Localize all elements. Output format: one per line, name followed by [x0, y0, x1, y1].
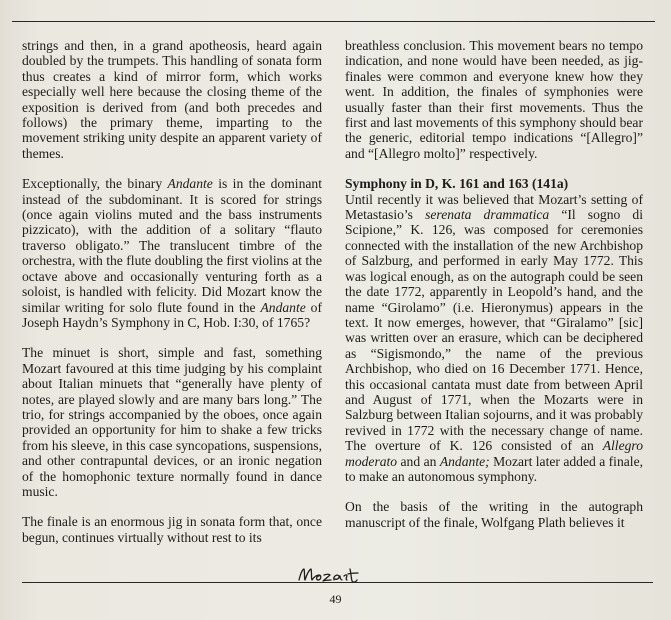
italic-title: serenata drammatica [425, 207, 550, 223]
italic-title: Andante [167, 176, 213, 192]
paragraph-text: On the basis of the writing in the autograph manuscript of the finale, Wolfgang Plath believes it [345, 499, 643, 530]
paragraph-text: of Joseph Haydn’s Symphony in C, Hob. I:30, of 1765? [22, 299, 322, 330]
paragraph-text: The minuet is short, simple and fast, something Mozart favoured at this time judging by his complaint about Italian minuets that “generally have plenty of notes, are played slowly and are many bars long.” The trio, for strings accompanied by the oboes, once again provided an opportunity for him to shake a few tricks from his sleeve, in this case syncopations, suspensions, and other contrapuntal devices, or an ironic negation of the homophonic texture normally found in dance music. [22, 345, 322, 499]
right-column [345, 38, 643, 545]
right-paragraph-1 [345, 38, 643, 161]
left-paragraph-1 [22, 38, 322, 161]
left-paragraph-2 [22, 176, 322, 330]
right-paragraph-2 [345, 192, 643, 485]
left-paragraph-4 [22, 514, 322, 545]
paragraph-text: strings and then, in a grand apotheosis, heard again doubled by the trumpets. This handling of sonata form thus creates a kind of mirror form, which works especially well here because the closing theme of the exposition is derived from (and both precedes and follows) the primary theme, imparting to the movement striking unity despite an apparent variety of themes. [22, 38, 322, 161]
paragraph-text: and an [397, 453, 440, 469]
paragraph-text: Exceptionally, the binary [22, 176, 168, 192]
paragraph-text: Mozart later added a finale, to make an autonomous symphony. [345, 453, 643, 484]
italic-title: Andante [260, 299, 306, 315]
section-heading: Symphony in D, K. 161 and 163 (141a) [345, 176, 569, 192]
italic-title: Allegro moderato [345, 438, 643, 469]
paragraph-text: “Il sogno di Scipione,” K. 126, was composed for ceremonies connected with the installation of the new Archbishop of Salzburg, and performed in early May 1772. This was logical enough, as on the autograph could be seen the date 1772, apparently in Leopold’s hand, and the name “Girolamo” (i.e. Hieronymus) appears in the text. It now emerges, however, that “Giralamo” [sic] was written over an erasure, which can be deciphered as “Sigismondo,” the name of the previous Archbishop, who died on 16 December 1771. Hence, this occasional cantata must date from between April and August of 1771, when the Mozarts were in Salzburg between Italian sojourns, and it was probably revived in 1772 with the necessary change of name. The overture of K. 126 consisted of an [345, 207, 643, 454]
paragraph-text: Until recently it was believed that Mozart’s setting of Metastasio’s [345, 191, 643, 223]
paragraph-text: The finale is an enormous jig in sonata form that, once begun, continues virtually without rest to its [22, 514, 322, 545]
page-number: 49 [329, 592, 342, 606]
top-rule [12, 21, 655, 22]
paragraph-text: breathless conclusion. This movement bears no tempo indication, and none would have been needed, as jig-finales were common and everyone knew how they went. In addition, the finales of symphonies were usually faster than their first movements. Thus the first and last movements of this symphony should bear the generic, editorial tempo indications “[Allegro]” and “[Allegro molto]” respectively. [345, 38, 643, 161]
bottom-rule [22, 582, 653, 583]
right-paragraph-3 [345, 499, 643, 530]
left-paragraph-3 [22, 345, 322, 499]
paragraph-text: is in the dominant instead of the subdominant. It is scored for strings (once again violins muted and the bass instruments pizzicato), with the addition of a solitary “flauto traverso obligato.” The translucent timbre of the orchestra, with the flute doubling the first violins at the octave above and occasionally venturing forth as a soloist, is handled with felicity. Did Mozart know the similar writing for solo flute found in the [22, 176, 322, 315]
italic-title: Andante; [439, 453, 490, 469]
left-column [22, 38, 322, 560]
